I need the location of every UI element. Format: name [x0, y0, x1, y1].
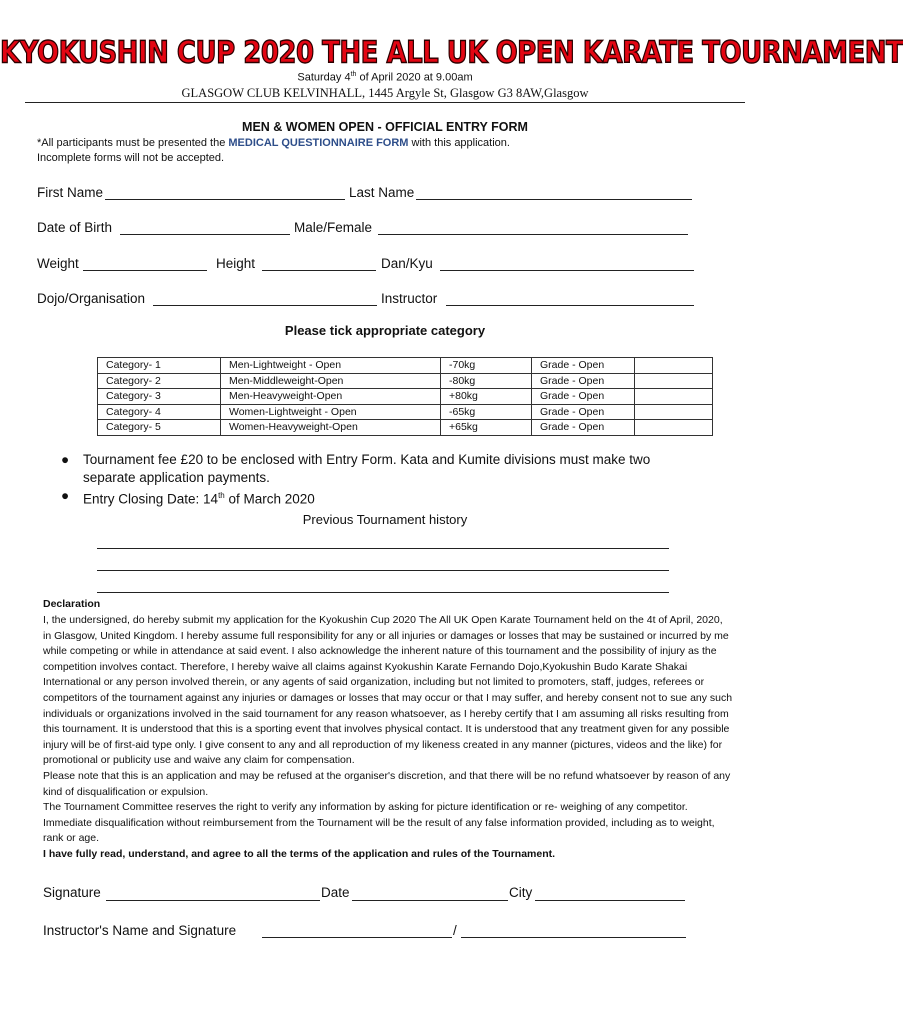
history-line-2[interactable] [97, 570, 669, 571]
signature-label: Signature [43, 885, 101, 900]
bullet-icon: ● [61, 488, 70, 503]
category-weight: -80kg [441, 373, 532, 389]
first-name-label: First Name [37, 185, 104, 200]
category-row [98, 420, 713, 436]
category-weight: -65kg [441, 404, 532, 420]
dob-label: Date of Birth [37, 220, 113, 235]
signature-field[interactable] [106, 900, 320, 901]
dan-kyu-field[interactable] [440, 270, 694, 271]
category-weight: -70kg [441, 358, 532, 374]
category-grade: Grade - Open [532, 389, 635, 405]
category-division: Men-Heavyweight-Open [221, 389, 441, 405]
category-category: Category- 2 [98, 373, 221, 389]
medical-questionnaire-link[interactable]: MEDICAL QUESTIONNAIRE FORM [228, 137, 409, 149]
history-line-1[interactable] [97, 548, 669, 549]
dan-kyu-label: Dan/Kyu [381, 256, 433, 271]
category-grade: Grade - Open [532, 420, 635, 436]
last-name-label: Last Name [349, 185, 415, 200]
category-division: Men-Lightweight - Open [221, 358, 441, 374]
category-row [98, 358, 713, 374]
instructor-signature-label: Instructor's Name and Signature [43, 923, 237, 938]
weight-field[interactable] [83, 270, 207, 271]
instructor-signature-field[interactable] [461, 937, 686, 938]
category-tick-box[interactable] [635, 373, 713, 389]
fee-text: Tournament fee £20 to be enclosed with Entry Form. Kata and Kumite divisions must make two separate application payments. [83, 452, 651, 485]
declaration-agreement: I have fully read, understand, and agree to all the terms of the application and rules of the Tournament. [43, 847, 556, 860]
category-table [97, 357, 713, 436]
fee-bullet [61, 451, 703, 487]
category-category: Category- 1 [98, 358, 221, 374]
form-title: MEN & WOMEN OPEN - OFFICIAL ENTRY FORM [242, 120, 528, 134]
last-name-field[interactable] [416, 199, 692, 200]
history-line-3[interactable] [97, 592, 669, 593]
height-label: Height [216, 256, 256, 271]
category-grade: Grade - Open [532, 404, 635, 420]
instructor-name-field[interactable] [262, 937, 452, 938]
gender-label: Male/Female [294, 220, 373, 235]
first-name-field[interactable] [105, 199, 345, 200]
declaration-heading: Declaration [43, 598, 101, 610]
category-category: Category- 4 [98, 404, 221, 420]
bullet-icon: ● [61, 452, 70, 467]
city-label: City [509, 885, 533, 900]
incomplete-note: Incomplete forms will not be accepted. [37, 152, 225, 164]
category-grade: Grade - Open [532, 373, 635, 389]
dob-field[interactable] [120, 234, 290, 235]
tournament-title: KYOKUSHIN CUP 2020 THE ALL UK OPEN KARATE TOURNAMENT [0, 36, 903, 71]
category-row [98, 389, 713, 405]
weight-label: Weight [37, 256, 79, 271]
gender-field[interactable] [378, 234, 688, 235]
category-tick-box[interactable] [635, 358, 713, 374]
declaration-para-2: Please note that this is an application and may be refused at the organiser's discretion, and that there will be no refund whatsoever by reason of any kind of disqualification or expulsion. [43, 769, 731, 798]
category-weight: +65kg [441, 420, 532, 436]
dojo-field[interactable] [153, 305, 377, 306]
event-date: Saturday 4th of April 2020 at 9.00am [297, 71, 473, 84]
medical-note: *All participants must be presented the MEDICAL QUESTIONNAIRE FORM with this application. [37, 137, 510, 149]
previous-history-label: Previous Tournament history [302, 512, 468, 527]
category-tick-box[interactable] [635, 420, 713, 436]
height-field[interactable] [262, 270, 376, 271]
category-division: Women-Lightweight - Open [221, 404, 441, 420]
city-field[interactable] [535, 900, 685, 901]
declaration-para-3: The Tournament Committee reserves the right to verify any information by asking for picture identification or re- weighing of any competitor. Immediate disqualification without reimbursement from the Tournament will be the result of any false information provided, including as to weight, rank or age. [43, 801, 715, 845]
signature-separator: / [453, 923, 457, 938]
dojo-label: Dojo/Organisation [37, 291, 146, 306]
instructor-label: Instructor [381, 291, 438, 306]
header-divider [25, 102, 745, 103]
category-row [98, 373, 713, 389]
category-grade: Grade - Open [532, 358, 635, 374]
category-category: Category- 5 [98, 420, 221, 436]
event-venue: GLASGOW CLUB KELVINHALL, 1445 Argyle St, Glasgow G3 8AW,Glasgow [181, 86, 589, 100]
date-label: Date [321, 885, 350, 900]
category-tick-box[interactable] [635, 389, 713, 405]
date-field[interactable] [352, 900, 508, 901]
category-category: Category- 3 [98, 389, 221, 405]
declaration-text [43, 613, 733, 863]
category-weight: +80kg [441, 389, 532, 405]
category-row [98, 404, 713, 420]
category-heading: Please tick appropriate category [284, 323, 486, 338]
category-tick-box[interactable] [635, 404, 713, 420]
instructor-field[interactable] [446, 305, 694, 306]
category-division: Women-Heavyweight-Open [221, 420, 441, 436]
declaration-para-1: I, the undersigned, do hereby submit my application for the Kyokushin Cup 2020 The All UK Open Karate Tournament held on the 4t of April, 2020, in Glasgow, United Kingdom. I hereby assume full responsibility for any or all injuries or damages or losses that may be sustained or incurred by me while competing or while in attendance at said event. I also acknowledge the inherent nature of this tournament and the possibility of injury as the competition involves contact. Therefore, I hereby waive all claims against Kyokushin Karate Fernando Dojo,Kyokushin Budo Karate Shakai International or any person involved therein, or any agents of said organization, including but not limited to promoters, staff, judges, referees or competitors of the tournament against any injuries or damages or losses that may occur or that I may suffer, and hereby consent not to sue any such individuals or organizations involved in the said tournament for any reason whatsoever, as I hereby certify that I am assuming all risks resulting from this tournament. It is understood that this is a sporting event that involves physical contact. It is understood that any treatment given for any possible injury will be of first-aid type only. I give consent to any and all reproduction of my likeness created in any manner (pictures, videos and the like) for promotional or publicity use and waive any claim for compensation. [43, 614, 733, 767]
category-division: Men-Middleweight-Open [221, 373, 441, 389]
closing-bullet: ● Entry Closing Date: 14th of March 2020 [61, 488, 315, 507]
